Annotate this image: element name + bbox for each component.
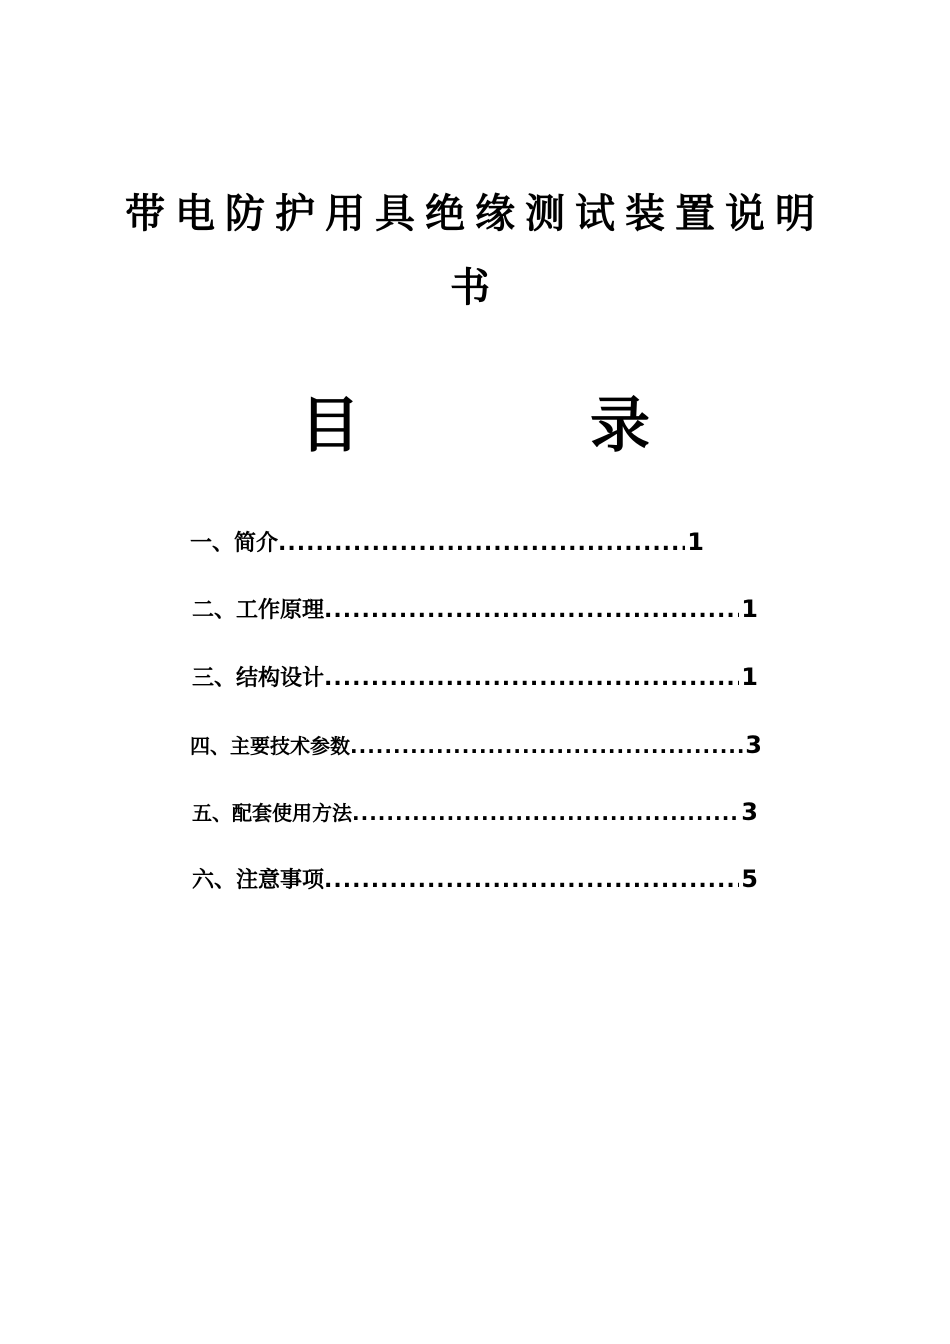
toc-entry-leader (278, 533, 685, 555)
toc-entry-leader (324, 870, 739, 892)
document-title: 带电防护用具绝缘测试装置说明 (125, 191, 825, 237)
toc-entry-working-principle[interactable] (192, 597, 758, 622)
toc-entry-leader (352, 803, 739, 823)
toc-entry-label: 一、简介 (190, 531, 279, 555)
toc-entry-label: 二、工作原理 (192, 598, 325, 622)
toc-entry-structure-design[interactable] (192, 665, 758, 690)
toc-heading (300, 391, 650, 461)
toc-entry-page-number: 3 (745, 733, 762, 757)
document-title-continued: 书 (450, 265, 500, 311)
toc-entry-leader (324, 600, 739, 622)
toc-heading-char-1: 目 (300, 391, 360, 461)
toc-entry-page-number: 3 (741, 800, 758, 824)
toc-entry-introduction[interactable] (190, 530, 704, 555)
toc-entry-label: 五、配套使用方法 (192, 801, 352, 824)
toc-entry-usage-method[interactable] (192, 800, 758, 824)
toc-heading-char-2: 录 (590, 391, 650, 461)
toc-entry-page-number: 1 (741, 665, 758, 690)
toc-entry-label: 六、注意事项 (192, 868, 325, 892)
toc-entry-precautions[interactable] (192, 867, 758, 892)
toc-entry-label: 四、主要技术参数 (190, 734, 350, 757)
toc-entry-leader (350, 736, 743, 756)
toc-entry-page-number: 5 (741, 867, 758, 892)
toc-entry-page-number: 1 (741, 597, 758, 622)
toc-entry-page-number: 1 (687, 530, 704, 555)
toc-entry-technical-parameters[interactable] (190, 733, 762, 757)
toc-entry-leader (324, 668, 739, 690)
toc-entry-label: 三、结构设计 (192, 666, 325, 690)
